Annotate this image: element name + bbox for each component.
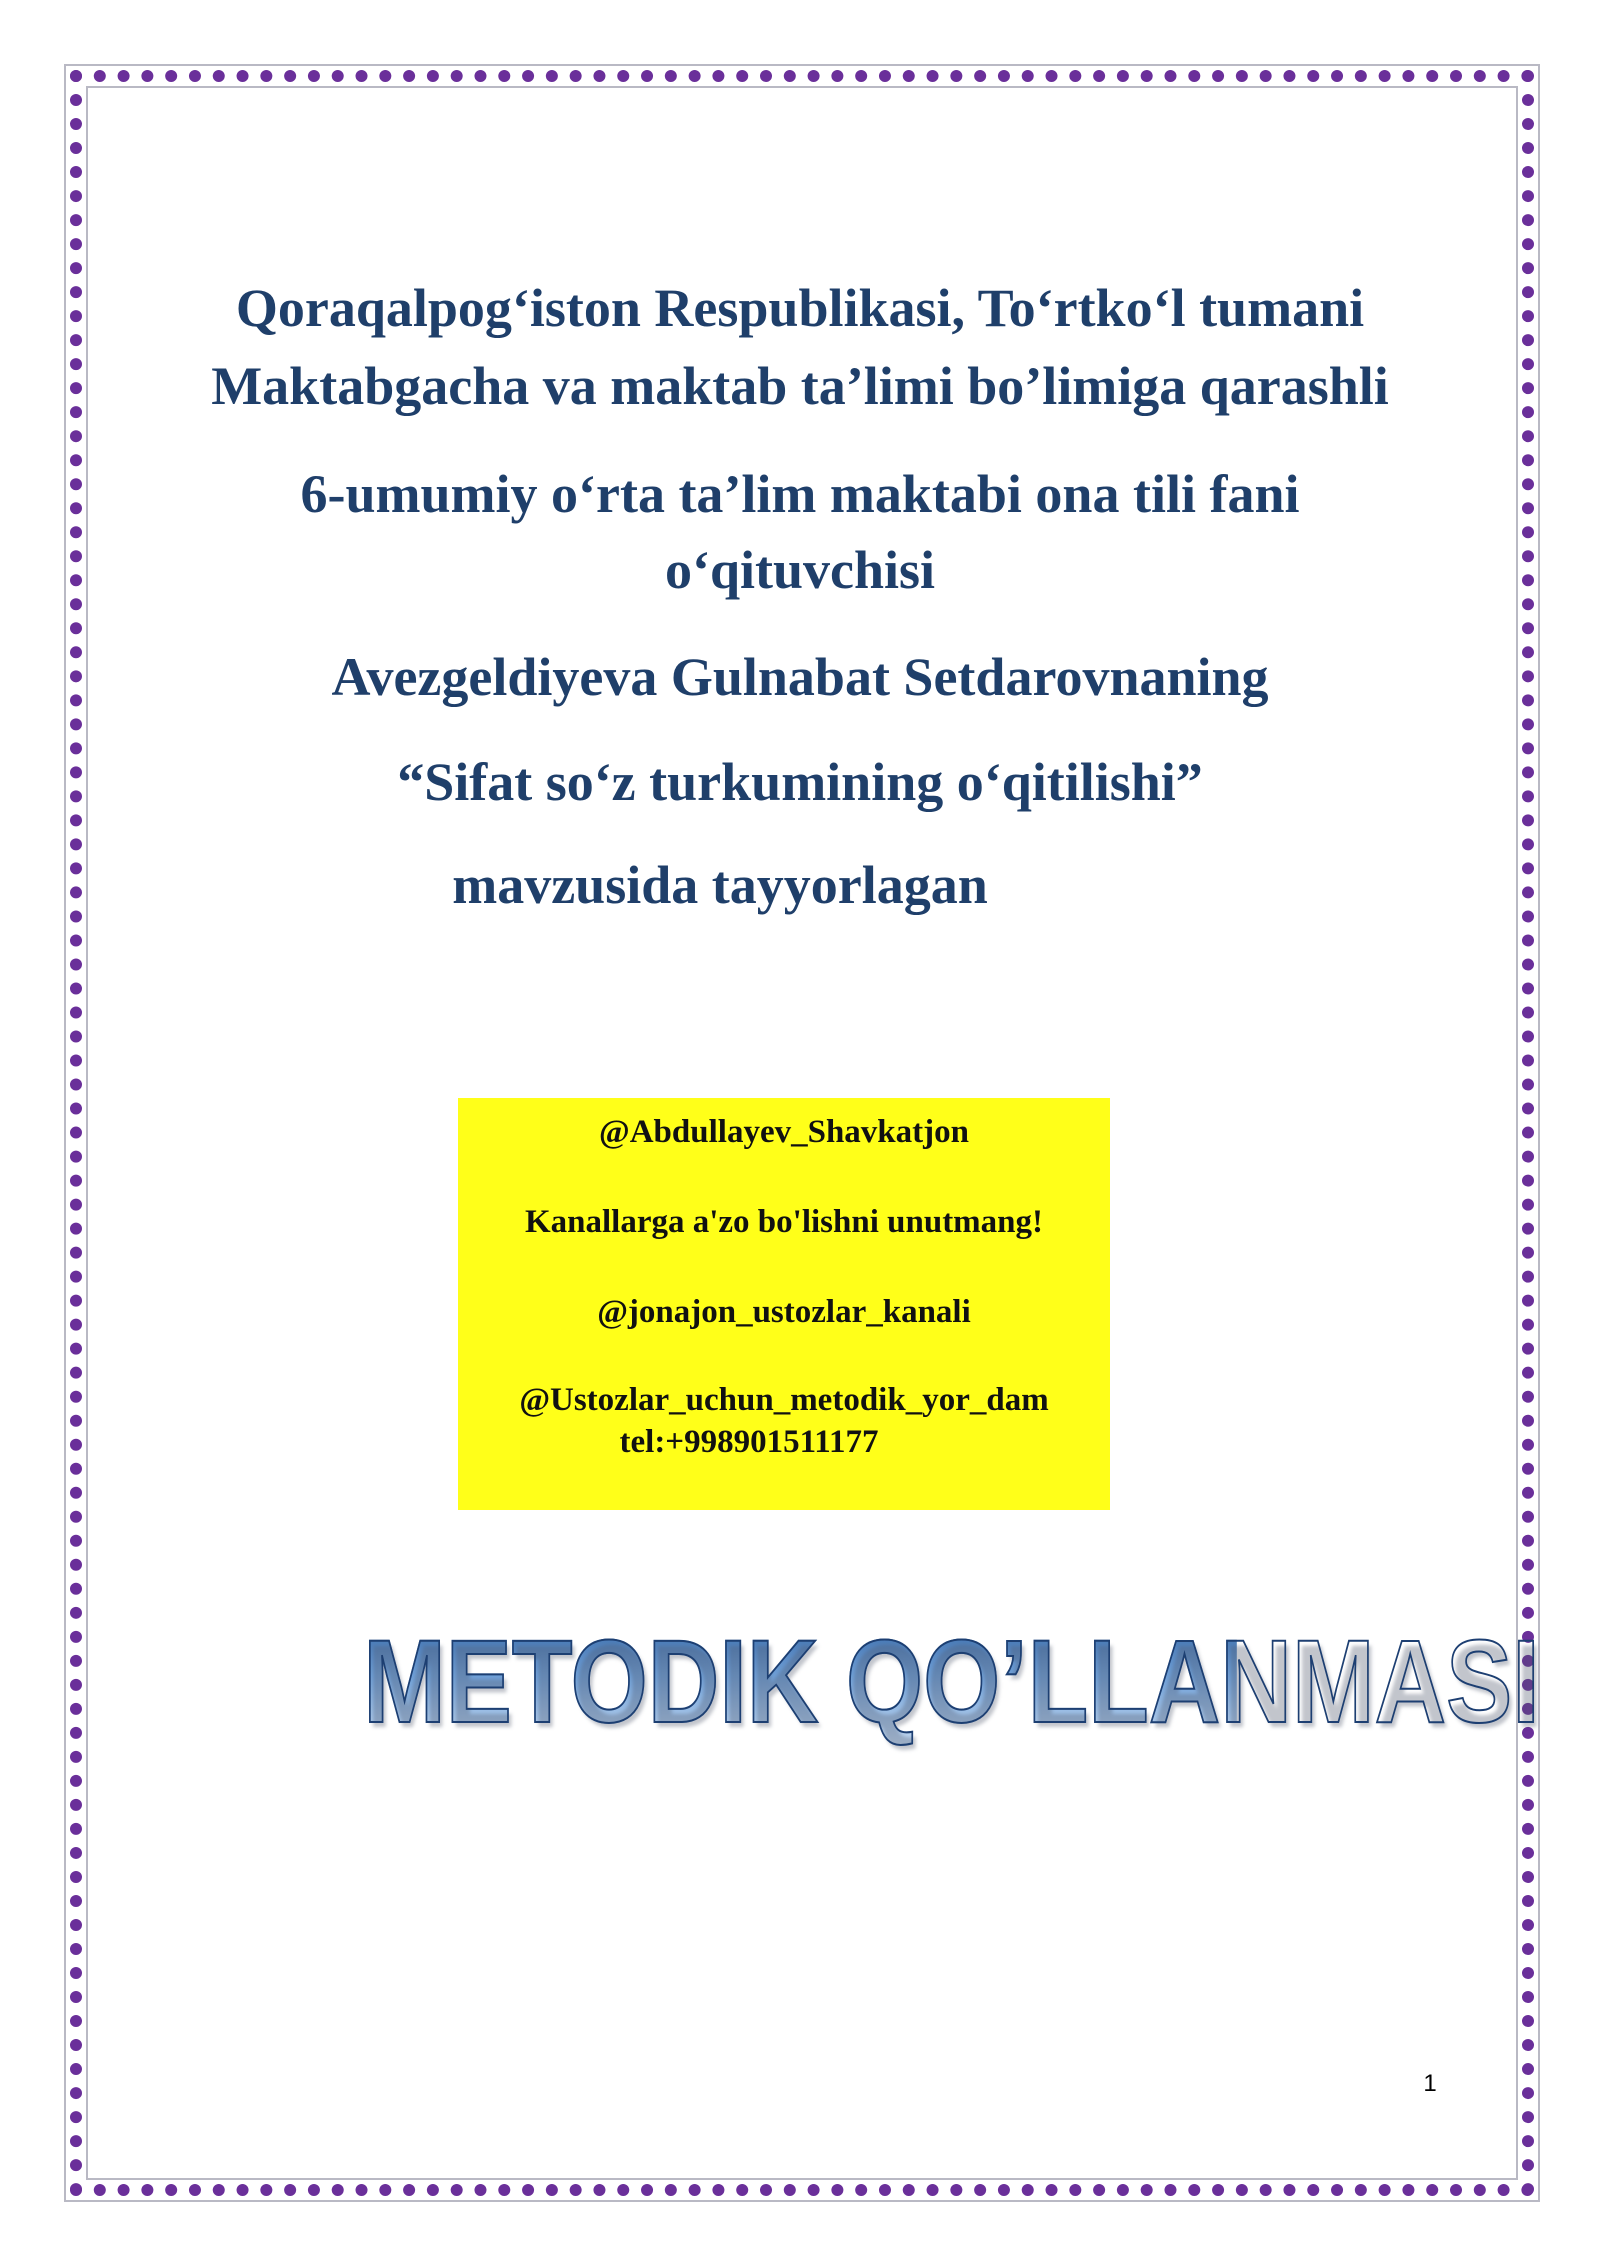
promo-channel-1: @jonajon_ustozlar_kanali [597, 1294, 971, 1330]
heading-line-role: o‘qituvchisi [664, 540, 936, 600]
document-title-wordart: METODIK QO’LLANMASI [363, 1612, 1237, 1752]
promo-channel-2: @Ustozlar_uchun_metodik_yor_dam [519, 1382, 1049, 1418]
topic-suffix: mavzusida tayyorlagan [452, 855, 988, 915]
promo-reminder: Kanallarga a'zo bo'lishni unutmang! [524, 1204, 1044, 1240]
page-number: 1 [1423, 2070, 1437, 2097]
topic-title: “Sifat so‘z turkumining o‘qitilishi” [397, 752, 1203, 812]
author-name: Avezgeldiyeva Gulnabat Setdarovnaning [331, 647, 1269, 707]
heading-line-department: Maktabgacha va maktab ta’limi bo’limiga qarashli [211, 356, 1389, 416]
heading-line-region: Qoraqalpog‘iston Respublikasi, To‘rtko‘l tumani [235, 278, 1365, 338]
promo-phone: tel:+998901511177 [619, 1424, 879, 1460]
channel-promo-box [458, 1098, 1110, 1510]
promo-handle: @Abdullayev_Shavkatjon [599, 1114, 969, 1150]
heading-line-school: 6-umumiy o‘rta ta’lim maktabi ona tili fani [300, 464, 1300, 524]
